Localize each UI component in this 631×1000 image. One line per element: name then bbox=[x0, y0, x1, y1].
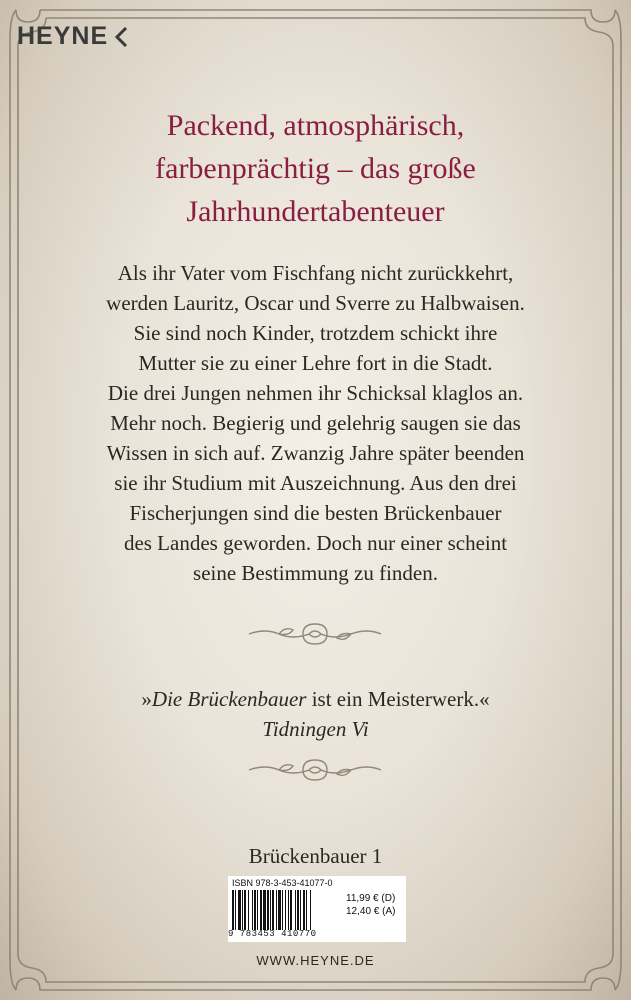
blurb-line: des Landes geworden. Doch nur einer scheint bbox=[123, 531, 508, 555]
quote-book-title: Die Brückenbauer bbox=[151, 687, 307, 711]
publisher-website: WWW.HEYNE.DE bbox=[256, 953, 375, 968]
barcode-icon bbox=[232, 890, 340, 930]
publisher-logo bbox=[17, 22, 128, 51]
review-quote bbox=[40, 684, 591, 744]
price-at: 12,40 € (A) bbox=[346, 906, 396, 917]
blurb-line: Als ihr Vater vom Fischfang nicht zurückkehrt, bbox=[117, 261, 514, 285]
quote-line bbox=[40, 684, 591, 714]
blurb-line: Mutter sie zu einer Lehre fort in die Stadt. bbox=[138, 351, 493, 375]
headline-line: farbenprächtig – das große bbox=[155, 152, 476, 185]
barcode-digits: 9 783453 410770 bbox=[228, 929, 317, 939]
quote-source: Tidningen Vi bbox=[262, 717, 369, 741]
blurb-line: werden Lauritz, Oscar und Sverre zu Halbwaisen. bbox=[106, 291, 525, 315]
price-block bbox=[346, 892, 395, 918]
publisher-logo-text: HEYNE bbox=[17, 22, 109, 50]
blurb-text bbox=[40, 258, 591, 588]
blurb-line: Die drei Jungen nehmen ihr Schicksal klaglos an. bbox=[107, 381, 524, 405]
blurb-line: Wissen in sich auf. Zwanzig Jahre später beenden bbox=[106, 441, 525, 465]
flourish-ornament-icon bbox=[245, 618, 385, 650]
blurb-line: sie ihr Studium mit Auszeichnung. Aus den drei bbox=[114, 471, 517, 495]
isbn-label: ISBN 978-3-453-41077-0 bbox=[232, 878, 333, 888]
series-label: Brückenbauer 1 bbox=[248, 844, 383, 868]
chevron-left-icon bbox=[114, 27, 128, 47]
headline-line: Jahrhundertabenteuer bbox=[186, 195, 445, 228]
quote-rest: ist ein Meisterwerk.« bbox=[306, 687, 490, 711]
price-de: 11,99 € (D) bbox=[346, 893, 396, 904]
blurb-line: seine Bestimmung zu finden. bbox=[193, 561, 438, 585]
flourish-ornament-icon bbox=[245, 754, 385, 786]
blurb-line: Fischerjungen sind die besten Brückenbauer bbox=[129, 501, 502, 525]
headline bbox=[60, 104, 571, 233]
blurb-line: Mehr noch. Begierig und gelehrig saugen sie das bbox=[110, 411, 521, 435]
blurb-line: Sie sind noch Kinder, trotzdem schickt ihre bbox=[133, 321, 498, 345]
barcode-panel bbox=[228, 876, 406, 942]
headline-line: Packend, atmosphärisch, bbox=[166, 109, 465, 142]
quote-open: » bbox=[141, 687, 152, 711]
